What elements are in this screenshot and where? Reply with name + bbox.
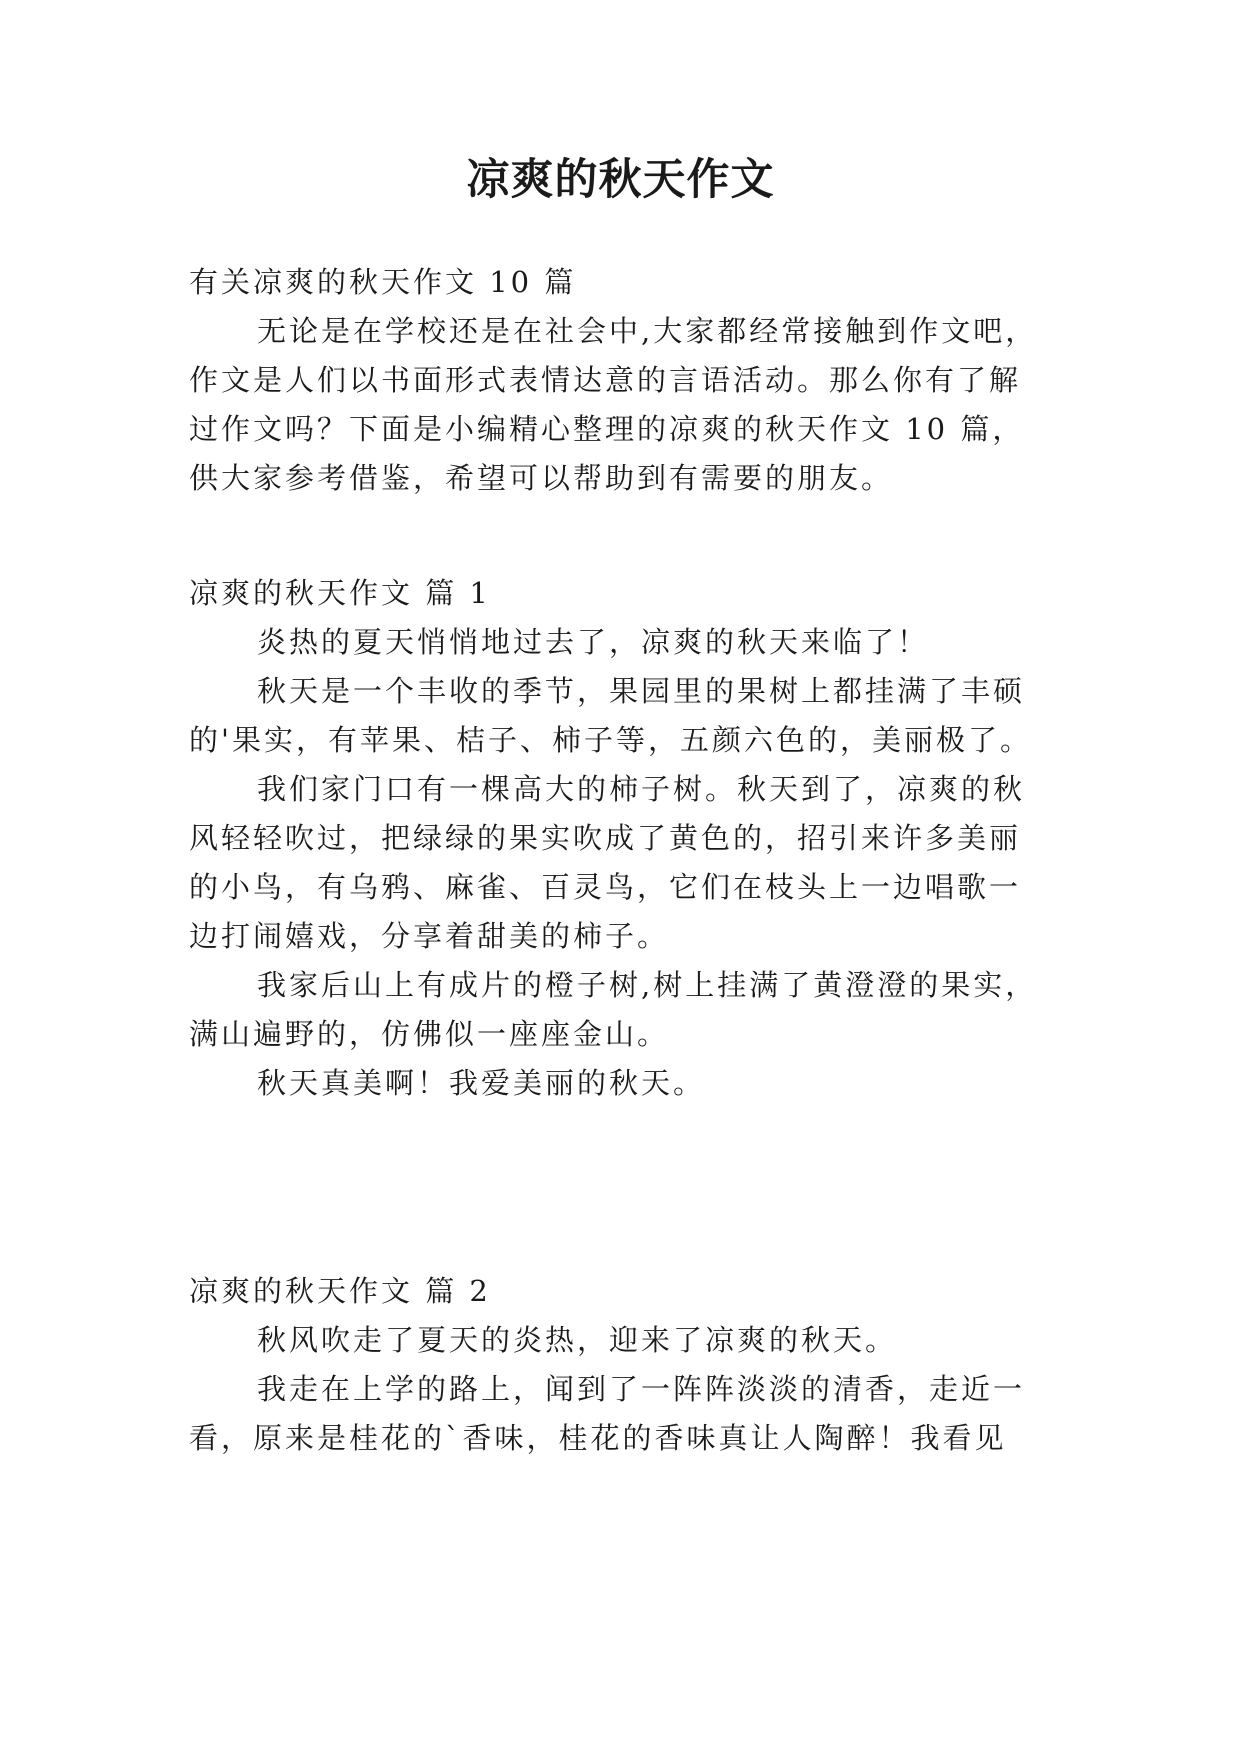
paragraph-line: 我家后山上有成片的橙子树,树上挂满了黄澄澄的果实， — [257, 968, 1038, 1002]
paragraph-line: 秋风吹走了夏天的炎热，迎来了凉爽的秋天。 — [257, 1323, 898, 1357]
paragraph-line: 秋天是一个丰收的季节，果园里的果树上都挂满了丰硕 — [257, 674, 1026, 708]
paragraph-line: 我们家门口有一棵高大的柿子树。秋天到了，凉爽的秋 — [257, 772, 1026, 806]
paragraph-line: 炎热的夏天悄悄地过去了，凉爽的秋天来临了！ — [257, 625, 930, 659]
intro-line: 作文是人们以书面形式表情达意的言语活动。那么你有了解 — [189, 363, 1022, 397]
paragraph-line: 的小鸟，有乌鸦、麻雀、百灵鸟，它们在枝头上一边唱歌一 — [189, 870, 1022, 904]
section-heading: 凉爽的秋天作文 篇 2 — [189, 1274, 491, 1308]
paragraph-line: 的'果实，有苹果、桔子、柿子等，五颜六色的，美丽极了。 — [189, 723, 1032, 757]
paragraph-line: 秋天真美啊！我爱美丽的秋天。 — [257, 1066, 706, 1100]
paragraph-line: 看，原来是桂花的`香味，桂花的香味真让人陶醉！我看见 — [189, 1421, 1007, 1455]
paragraph-line: 满山遍野的，仿佛似一座座金山。 — [189, 1017, 670, 1051]
essay-section-2 — [189, 1267, 1069, 1463]
paragraph-line: 我走在上学的路上，闻到了一阵阵淡淡的清香，走近一 — [257, 1372, 1026, 1406]
intro-heading: 有关凉爽的秋天作文 10 篇 — [189, 265, 577, 299]
document-title: 凉爽的秋天作文 — [466, 155, 775, 205]
essay-section-1 — [189, 569, 1069, 1108]
intro-line: 无论是在学校还是在社会中,大家都经常接触到作文吧， — [257, 314, 1038, 348]
section-heading: 凉爽的秋天作文 篇 1 — [189, 576, 491, 610]
paragraph-line: 边打闹嬉戏，分享着甜美的柿子。 — [189, 919, 670, 953]
intro-block — [189, 258, 1069, 503]
intro-line: 供大家参考借鉴，希望可以帮助到有需要的朋友。 — [189, 461, 894, 495]
paragraph-line: 风轻轻吹过，把绿绿的果实吹成了黄色的，招引来许多美丽 — [189, 821, 1022, 855]
intro-line: 过作文吗？下面是小编精心整理的凉爽的秋天作文 10 篇， — [189, 412, 1025, 446]
